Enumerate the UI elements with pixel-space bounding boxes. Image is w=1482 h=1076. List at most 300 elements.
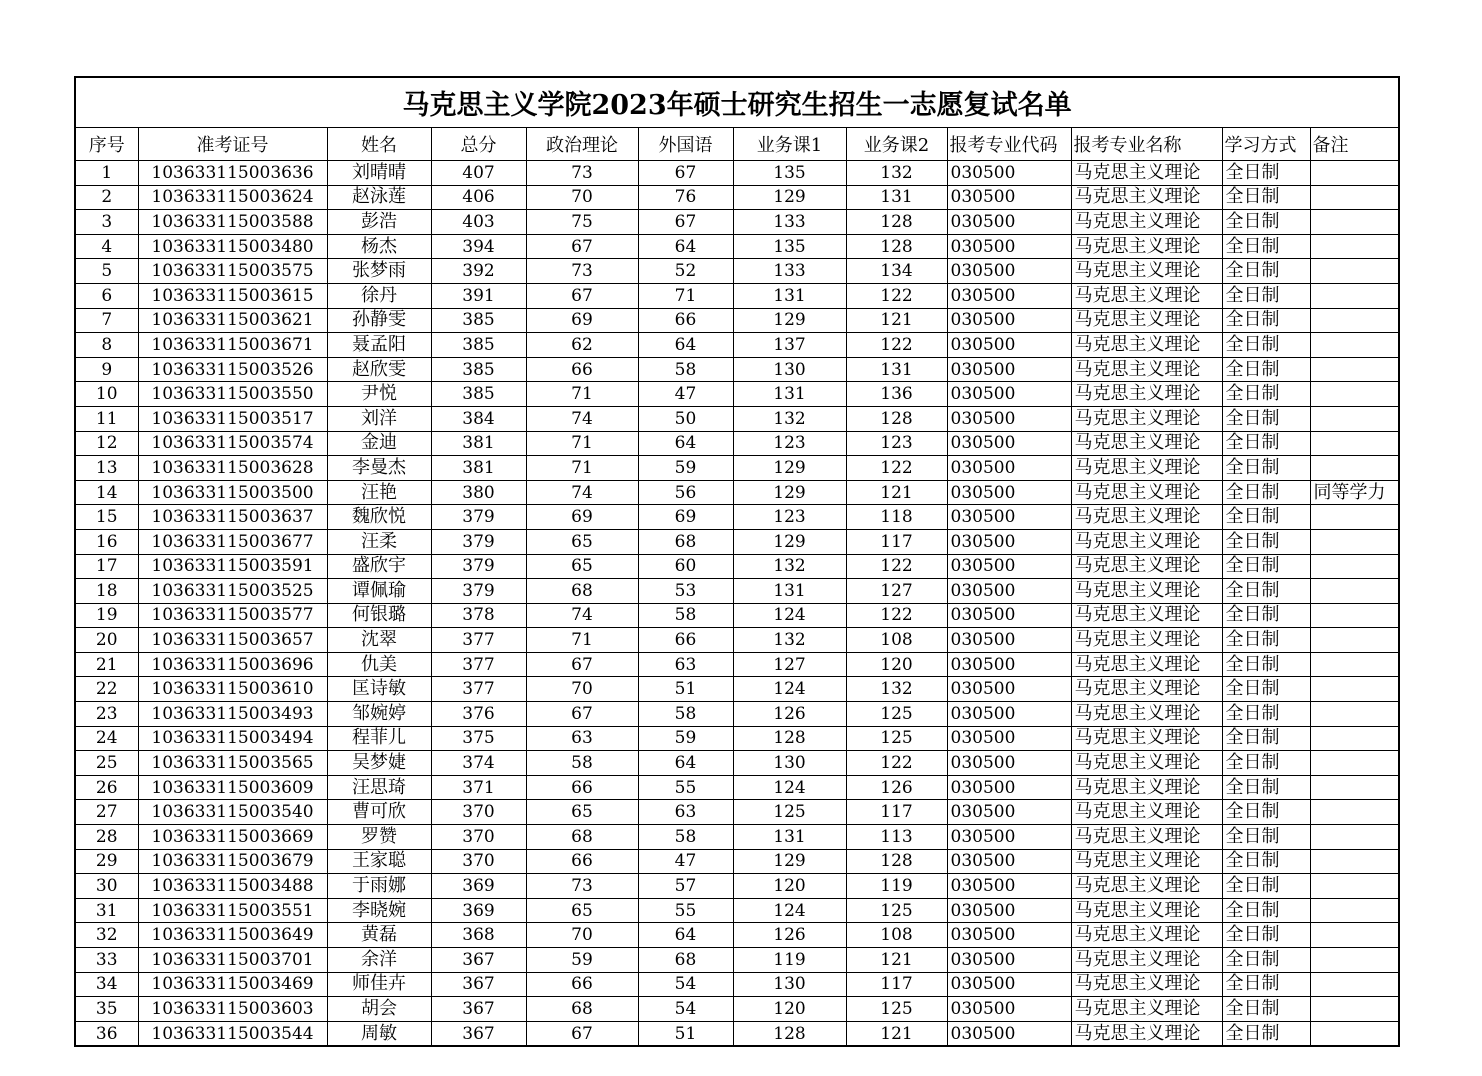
cell-name: 汪柔 (327, 529, 431, 554)
cell-course1: 129 (733, 480, 846, 505)
cell-course2: 108 (846, 923, 947, 948)
cell-exam-id: 103633115003649 (138, 923, 327, 948)
cell-study-mode: 全日制 (1222, 431, 1310, 456)
cell-major-code: 030500 (947, 800, 1071, 825)
cell-course1: 130 (733, 751, 846, 776)
cell-major-code: 030500 (947, 357, 1071, 382)
cell-course2: 121 (846, 480, 947, 505)
cell-exam-id: 103633115003610 (138, 677, 327, 702)
cell-politics: 71 (526, 456, 638, 481)
cell-study-mode: 全日制 (1222, 554, 1310, 579)
cell-exam-id: 103633115003609 (138, 775, 327, 800)
cell-study-mode: 全日制 (1222, 726, 1310, 751)
cell-politics: 65 (526, 554, 638, 579)
cell-index: 28 (75, 825, 138, 850)
cell-major-name: 马克思主义理论 (1071, 357, 1222, 382)
cell-course1: 131 (733, 382, 846, 407)
cell-foreign-language: 53 (638, 579, 733, 604)
cell-course2: 122 (846, 751, 947, 776)
cell-major-name: 马克思主义理论 (1071, 800, 1222, 825)
cell-politics: 71 (526, 431, 638, 456)
cell-politics: 66 (526, 357, 638, 382)
cell-name: 邹婉婷 (327, 702, 431, 727)
cell-total: 407 (431, 161, 526, 186)
cell-course1: 129 (733, 529, 846, 554)
header-remark: 备注 (1310, 128, 1399, 161)
cell-politics: 67 (526, 652, 638, 677)
cell-politics: 62 (526, 333, 638, 358)
cell-course1: 130 (733, 972, 846, 997)
cell-total: 369 (431, 874, 526, 899)
cell-foreign-language: 55 (638, 898, 733, 923)
cell-course1: 128 (733, 1021, 846, 1046)
cell-exam-id: 103633115003621 (138, 308, 327, 333)
cell-index: 29 (75, 849, 138, 874)
cell-course2: 120 (846, 652, 947, 677)
cell-exam-id: 103633115003550 (138, 382, 327, 407)
cell-politics: 66 (526, 972, 638, 997)
cell-course2: 119 (846, 874, 947, 899)
table-row (75, 652, 1399, 677)
table-row (75, 775, 1399, 800)
cell-major-code: 030500 (947, 997, 1071, 1022)
cell-major-code: 030500 (947, 726, 1071, 751)
cell-course1: 126 (733, 923, 846, 948)
cell-total: 367 (431, 997, 526, 1022)
cell-remark (1310, 283, 1399, 308)
cell-politics: 63 (526, 726, 638, 751)
table-row (75, 529, 1399, 554)
cell-course1: 124 (733, 775, 846, 800)
cell-name: 黄磊 (327, 923, 431, 948)
cell-exam-id: 103633115003577 (138, 603, 327, 628)
cell-foreign-language: 55 (638, 775, 733, 800)
cell-major-code: 030500 (947, 308, 1071, 333)
cell-remark (1310, 185, 1399, 210)
cell-exam-id: 103633115003500 (138, 480, 327, 505)
cell-politics: 65 (526, 800, 638, 825)
cell-foreign-language: 47 (638, 849, 733, 874)
cell-total: 385 (431, 308, 526, 333)
cell-course1: 133 (733, 210, 846, 235)
table-row (75, 431, 1399, 456)
cell-major-name: 马克思主义理论 (1071, 431, 1222, 456)
table-row (75, 972, 1399, 997)
cell-remark (1310, 333, 1399, 358)
cell-major-code: 030500 (947, 775, 1071, 800)
cell-total: 378 (431, 603, 526, 628)
cell-name: 王家聪 (327, 849, 431, 874)
table-row (75, 800, 1399, 825)
cell-remark (1310, 456, 1399, 481)
cell-study-mode: 全日制 (1222, 406, 1310, 431)
cell-exam-id: 103633115003671 (138, 333, 327, 358)
cell-politics: 74 (526, 406, 638, 431)
cell-study-mode: 全日制 (1222, 357, 1310, 382)
table-row (75, 259, 1399, 284)
cell-name: 张梦雨 (327, 259, 431, 284)
table-row (75, 874, 1399, 899)
cell-major-code: 030500 (947, 898, 1071, 923)
cell-exam-id: 103633115003526 (138, 357, 327, 382)
cell-name: 聂孟阳 (327, 333, 431, 358)
cell-name: 师佳卉 (327, 972, 431, 997)
cell-index: 21 (75, 652, 138, 677)
cell-exam-id: 103633115003615 (138, 283, 327, 308)
cell-course1: 129 (733, 185, 846, 210)
cell-major-code: 030500 (947, 210, 1071, 235)
header-politics: 政治理论 (526, 128, 638, 161)
cell-name: 尹悦 (327, 382, 431, 407)
cell-course1: 133 (733, 259, 846, 284)
cell-foreign-language: 58 (638, 825, 733, 850)
table-row (75, 308, 1399, 333)
cell-course2: 108 (846, 628, 947, 653)
cell-study-mode: 全日制 (1222, 972, 1310, 997)
cell-study-mode: 全日制 (1222, 333, 1310, 358)
cell-major-code: 030500 (947, 456, 1071, 481)
cell-exam-id: 103633115003679 (138, 849, 327, 874)
cell-total: 403 (431, 210, 526, 235)
cell-politics: 70 (526, 923, 638, 948)
cell-major-code: 030500 (947, 554, 1071, 579)
cell-course1: 123 (733, 431, 846, 456)
cell-politics: 70 (526, 677, 638, 702)
cell-politics: 74 (526, 480, 638, 505)
cell-course2: 128 (846, 406, 947, 431)
admission-list-table (74, 76, 1400, 1047)
cell-course1: 135 (733, 234, 846, 259)
table-row (75, 898, 1399, 923)
cell-remark (1310, 800, 1399, 825)
cell-total: 381 (431, 456, 526, 481)
cell-major-name: 马克思主义理论 (1071, 382, 1222, 407)
cell-course2: 122 (846, 333, 947, 358)
cell-index: 25 (75, 751, 138, 776)
cell-study-mode: 全日制 (1222, 849, 1310, 874)
cell-course2: 117 (846, 529, 947, 554)
cell-index: 19 (75, 603, 138, 628)
cell-total: 379 (431, 554, 526, 579)
cell-total: 385 (431, 382, 526, 407)
cell-index: 5 (75, 259, 138, 284)
cell-course2: 123 (846, 431, 947, 456)
table-row (75, 161, 1399, 186)
cell-major-code: 030500 (947, 283, 1071, 308)
cell-major-code: 030500 (947, 259, 1071, 284)
cell-politics: 73 (526, 161, 638, 186)
cell-foreign-language: 64 (638, 333, 733, 358)
cell-index: 32 (75, 923, 138, 948)
table-row (75, 234, 1399, 259)
cell-exam-id: 103633115003517 (138, 406, 327, 431)
cell-name: 金迪 (327, 431, 431, 456)
cell-study-mode: 全日制 (1222, 382, 1310, 407)
cell-course2: 121 (846, 1021, 947, 1046)
cell-name: 汪艳 (327, 480, 431, 505)
cell-course2: 131 (846, 357, 947, 382)
cell-index: 7 (75, 308, 138, 333)
cell-course1: 131 (733, 579, 846, 604)
page-title: 马克思主义学院2023年硕士研究生招生一志愿复试名单 (75, 77, 1399, 128)
cell-remark (1310, 972, 1399, 997)
cell-total: 380 (431, 480, 526, 505)
cell-name: 李曼杰 (327, 456, 431, 481)
cell-course1: 135 (733, 161, 846, 186)
cell-study-mode: 全日制 (1222, 898, 1310, 923)
cell-politics: 70 (526, 185, 638, 210)
cell-name: 汪思琦 (327, 775, 431, 800)
cell-study-mode: 全日制 (1222, 283, 1310, 308)
cell-major-name: 马克思主义理论 (1071, 283, 1222, 308)
cell-index: 16 (75, 529, 138, 554)
table-row (75, 849, 1399, 874)
cell-name: 周敏 (327, 1021, 431, 1046)
header-foreign-language: 外国语 (638, 128, 733, 161)
cell-foreign-language: 60 (638, 554, 733, 579)
cell-major-code: 030500 (947, 234, 1071, 259)
cell-total: 370 (431, 849, 526, 874)
table-row (75, 702, 1399, 727)
cell-course1: 131 (733, 283, 846, 308)
cell-major-name: 马克思主义理论 (1071, 161, 1222, 186)
cell-name: 孙静雯 (327, 308, 431, 333)
cell-major-name: 马克思主义理论 (1071, 874, 1222, 899)
cell-course1: 124 (733, 603, 846, 628)
cell-course1: 129 (733, 849, 846, 874)
cell-index: 9 (75, 357, 138, 382)
cell-remark: 同等学力 (1310, 480, 1399, 505)
cell-study-mode: 全日制 (1222, 677, 1310, 702)
header-index: 序号 (75, 128, 138, 161)
cell-politics: 58 (526, 751, 638, 776)
cell-politics: 66 (526, 775, 638, 800)
cell-name: 仇美 (327, 652, 431, 677)
cell-major-name: 马克思主义理论 (1071, 997, 1222, 1022)
cell-total: 379 (431, 579, 526, 604)
cell-exam-id: 103633115003551 (138, 898, 327, 923)
cell-remark (1310, 628, 1399, 653)
cell-exam-id: 103633115003603 (138, 997, 327, 1022)
cell-remark (1310, 825, 1399, 850)
cell-exam-id: 103633115003628 (138, 456, 327, 481)
cell-index: 34 (75, 972, 138, 997)
cell-politics: 65 (526, 898, 638, 923)
cell-index: 4 (75, 234, 138, 259)
cell-index: 35 (75, 997, 138, 1022)
cell-course2: 122 (846, 554, 947, 579)
cell-index: 2 (75, 185, 138, 210)
table-row (75, 357, 1399, 382)
cell-exam-id: 103633115003669 (138, 825, 327, 850)
cell-index: 13 (75, 456, 138, 481)
cell-major-code: 030500 (947, 849, 1071, 874)
cell-study-mode: 全日制 (1222, 948, 1310, 973)
cell-foreign-language: 54 (638, 997, 733, 1022)
cell-course1: 120 (733, 874, 846, 899)
cell-remark (1310, 259, 1399, 284)
cell-remark (1310, 1021, 1399, 1046)
table-row (75, 505, 1399, 530)
cell-major-code: 030500 (947, 677, 1071, 702)
cell-foreign-language: 59 (638, 726, 733, 751)
cell-course2: 117 (846, 800, 947, 825)
cell-index: 14 (75, 480, 138, 505)
cell-foreign-language: 58 (638, 702, 733, 727)
header-row (75, 128, 1399, 161)
cell-index: 11 (75, 406, 138, 431)
table-row (75, 579, 1399, 604)
cell-course1: 126 (733, 702, 846, 727)
table-row (75, 480, 1399, 505)
cell-course1: 132 (733, 628, 846, 653)
cell-major-name: 马克思主义理论 (1071, 456, 1222, 481)
cell-index: 17 (75, 554, 138, 579)
cell-name: 罗赞 (327, 825, 431, 850)
header-name: 姓名 (327, 128, 431, 161)
cell-index: 30 (75, 874, 138, 899)
cell-politics: 71 (526, 628, 638, 653)
cell-total: 374 (431, 751, 526, 776)
cell-exam-id: 103633115003591 (138, 554, 327, 579)
cell-course2: 121 (846, 948, 947, 973)
table-row (75, 751, 1399, 776)
cell-remark (1310, 161, 1399, 186)
header-exam-id: 准考证号 (138, 128, 327, 161)
cell-remark (1310, 775, 1399, 800)
cell-foreign-language: 52 (638, 259, 733, 284)
cell-major-code: 030500 (947, 185, 1071, 210)
cell-study-mode: 全日制 (1222, 210, 1310, 235)
cell-major-code: 030500 (947, 406, 1071, 431)
cell-remark (1310, 751, 1399, 776)
cell-index: 23 (75, 702, 138, 727)
cell-foreign-language: 54 (638, 972, 733, 997)
cell-exam-id: 103633115003574 (138, 431, 327, 456)
cell-politics: 69 (526, 308, 638, 333)
cell-exam-id: 103633115003677 (138, 529, 327, 554)
table-row (75, 603, 1399, 628)
cell-name: 彭浩 (327, 210, 431, 235)
cell-foreign-language: 76 (638, 185, 733, 210)
cell-politics: 75 (526, 210, 638, 235)
cell-total: 379 (431, 505, 526, 530)
cell-major-name: 马克思主义理论 (1071, 406, 1222, 431)
cell-exam-id: 103633115003636 (138, 161, 327, 186)
cell-study-mode: 全日制 (1222, 161, 1310, 186)
cell-remark (1310, 898, 1399, 923)
cell-major-name: 马克思主义理论 (1071, 825, 1222, 850)
cell-total: 369 (431, 898, 526, 923)
header-total: 总分 (431, 128, 526, 161)
cell-politics: 68 (526, 579, 638, 604)
cell-major-name: 马克思主义理论 (1071, 234, 1222, 259)
table-row (75, 726, 1399, 751)
cell-name: 盛欣宇 (327, 554, 431, 579)
cell-major-name: 马克思主义理论 (1071, 185, 1222, 210)
cell-course2: 121 (846, 308, 947, 333)
cell-exam-id: 103633115003493 (138, 702, 327, 727)
cell-major-code: 030500 (947, 923, 1071, 948)
cell-course2: 118 (846, 505, 947, 530)
table-row (75, 997, 1399, 1022)
cell-foreign-language: 67 (638, 161, 733, 186)
cell-name: 匡诗敏 (327, 677, 431, 702)
cell-major-code: 030500 (947, 628, 1071, 653)
cell-foreign-language: 64 (638, 923, 733, 948)
cell-major-name: 马克思主义理论 (1071, 480, 1222, 505)
cell-politics: 68 (526, 997, 638, 1022)
cell-major-code: 030500 (947, 603, 1071, 628)
cell-index: 27 (75, 800, 138, 825)
cell-politics: 67 (526, 702, 638, 727)
cell-name: 胡会 (327, 997, 431, 1022)
cell-foreign-language: 59 (638, 456, 733, 481)
cell-name: 何银璐 (327, 603, 431, 628)
cell-course1: 129 (733, 456, 846, 481)
cell-exam-id: 103633115003588 (138, 210, 327, 235)
cell-total: 384 (431, 406, 526, 431)
cell-remark (1310, 308, 1399, 333)
cell-index: 31 (75, 898, 138, 923)
cell-foreign-language: 66 (638, 308, 733, 333)
cell-name: 曹可欣 (327, 800, 431, 825)
cell-name: 刘洋 (327, 406, 431, 431)
cell-exam-id: 103633115003540 (138, 800, 327, 825)
cell-remark (1310, 948, 1399, 973)
cell-course2: 132 (846, 161, 947, 186)
cell-name: 吴梦婕 (327, 751, 431, 776)
cell-total: 377 (431, 652, 526, 677)
cell-name: 徐丹 (327, 283, 431, 308)
cell-politics: 59 (526, 948, 638, 973)
cell-politics: 73 (526, 259, 638, 284)
cell-total: 379 (431, 529, 526, 554)
cell-course2: 125 (846, 997, 947, 1022)
cell-name: 谭佩瑜 (327, 579, 431, 604)
cell-politics: 67 (526, 234, 638, 259)
cell-course2: 134 (846, 259, 947, 284)
cell-major-code: 030500 (947, 825, 1071, 850)
cell-study-mode: 全日制 (1222, 308, 1310, 333)
cell-total: 370 (431, 800, 526, 825)
cell-foreign-language: 66 (638, 628, 733, 653)
cell-course1: 130 (733, 357, 846, 382)
cell-course2: 136 (846, 382, 947, 407)
cell-study-mode: 全日制 (1222, 652, 1310, 677)
cell-index: 15 (75, 505, 138, 530)
cell-major-name: 马克思主义理论 (1071, 677, 1222, 702)
cell-remark (1310, 210, 1399, 235)
cell-study-mode: 全日制 (1222, 185, 1310, 210)
cell-politics: 73 (526, 874, 638, 899)
cell-major-name: 马克思主义理论 (1071, 308, 1222, 333)
cell-course1: 132 (733, 554, 846, 579)
cell-exam-id: 103633115003488 (138, 874, 327, 899)
cell-exam-id: 103633115003696 (138, 652, 327, 677)
table-row (75, 923, 1399, 948)
cell-course2: 127 (846, 579, 947, 604)
cell-study-mode: 全日制 (1222, 234, 1310, 259)
cell-course1: 131 (733, 825, 846, 850)
cell-major-name: 马克思主义理论 (1071, 702, 1222, 727)
cell-index: 36 (75, 1021, 138, 1046)
cell-remark (1310, 234, 1399, 259)
table-row (75, 210, 1399, 235)
header-study-mode: 学习方式 (1222, 128, 1310, 161)
cell-major-name: 马克思主义理论 (1071, 775, 1222, 800)
cell-major-code: 030500 (947, 874, 1071, 899)
